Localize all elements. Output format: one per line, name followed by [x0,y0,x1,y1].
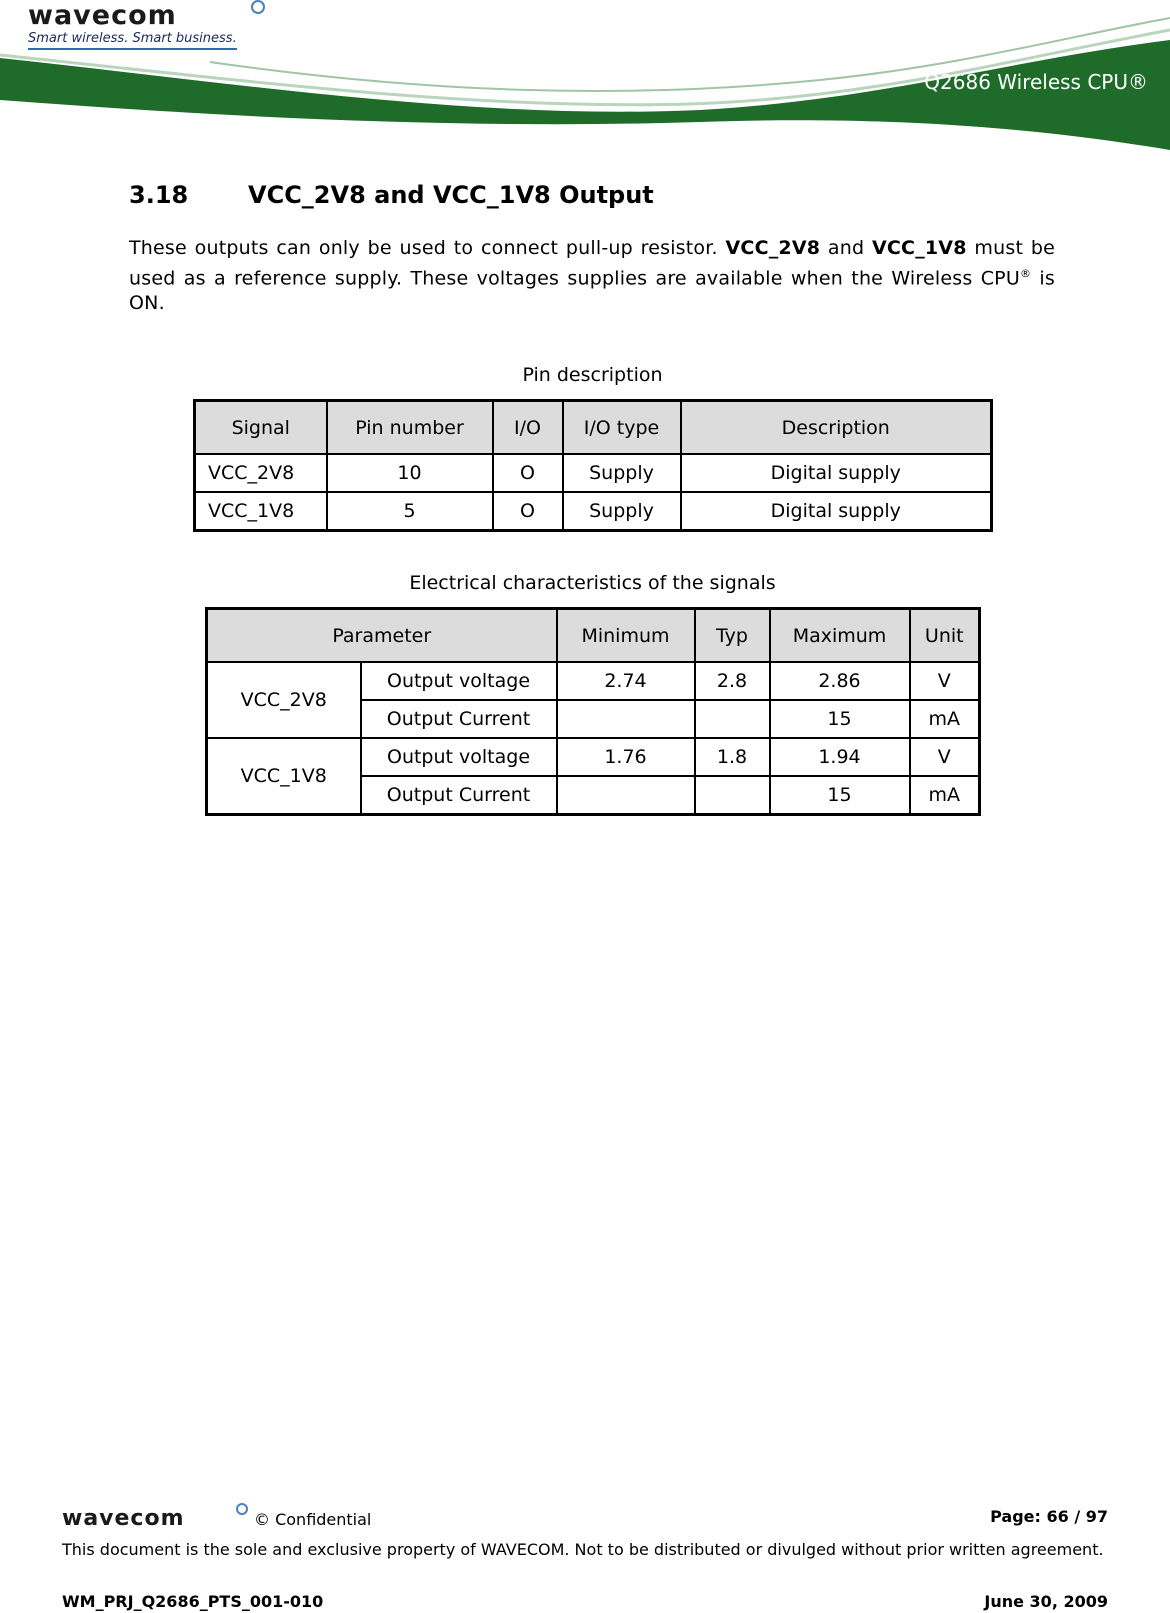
table-row [207,662,980,700]
table-cell: VCC_1V8 [195,492,327,531]
paragraph-text-4: is ON. [129,267,1055,315]
table-cell: Supply [563,454,681,492]
logo-tagline: Smart wireless. Smart business. [28,31,237,50]
body-paragraph [129,236,1055,316]
header-cell: Pin number [327,401,493,455]
product-title: Q2686 Wireless CPU® [924,70,1148,94]
paragraph-text-2: and [820,237,872,259]
footer-confidential: © Confidential [254,1510,372,1529]
footer-page-number: Page: 66 / 97 [990,1507,1108,1526]
elec-table-caption: Electrical characteristics of the signals [409,572,776,594]
signal-cell: VCC_1V8 [207,738,361,815]
table-cell: 2.8 [695,662,770,700]
table-cell: 10 [327,454,493,492]
table-cell [557,776,695,815]
table-header-row [195,401,992,455]
table-cell: Output Current [361,700,557,738]
header-cell: Description [681,401,992,455]
table-cell: mA [910,700,980,738]
table-row [195,454,992,492]
table-header-row [207,609,980,663]
footer-notice: This document is the sole and exclusive property of WAVECOM. Not to be distributed or divulged without prior written agreement. [62,1540,1104,1559]
table-cell: 1.94 [770,738,910,776]
table-cell: 5 [327,492,493,531]
table-cell: 15 [770,700,910,738]
paragraph-bold-vcc1v8: VCC_1V8 [872,237,967,259]
table-cell: 2.74 [557,662,695,700]
table-cell: Supply [563,492,681,531]
section-title: VCC_2V8 and VCC_1V8 Output [248,181,654,209]
table-cell: Output voltage [361,738,557,776]
header-cell: Parameter [207,609,557,663]
table-cell: O [493,492,563,531]
header-cell: I/O type [563,401,681,455]
header-cell: Unit [910,609,980,663]
table-cell: mA [910,776,980,815]
table-cell: Digital supply [681,492,992,531]
header-cell: Minimum [557,609,695,663]
pin-description-table [193,399,993,532]
table-cell: Digital supply [681,454,992,492]
header-cell: Maximum [770,609,910,663]
table-row [195,492,992,531]
table-cell: Output voltage [361,662,557,700]
footer-logo-wave-icon [236,1503,248,1515]
wavecom-logo [28,0,278,60]
footer-document-reference: WM_PRJ_Q2686_PTS_001-010 [62,1592,324,1611]
table-cell [695,700,770,738]
header-cell: I/O [493,401,563,455]
electrical-characteristics-table [205,607,981,816]
table-cell: V [910,662,980,700]
paragraph-bold-vcc2v8: VCC_2V8 [725,237,821,259]
registered-mark: ® [1019,267,1032,280]
paragraph-text-3: must be used as a reference supply. These voltages supplies are available when the Wireless CPU [129,237,1055,290]
signal-cell: VCC_2V8 [207,662,361,738]
section-heading [129,181,654,209]
footer-logo: wavecom [62,1506,185,1531]
table-cell: VCC_2V8 [195,454,327,492]
header-cell: Signal [195,401,327,455]
table-cell [695,776,770,815]
section-number: 3.18 [129,181,189,209]
footer-date: June 30, 2009 [984,1592,1108,1611]
table-cell: 1.76 [557,738,695,776]
paragraph-text-1: These outputs can only be used to connect pull-up resistor. [129,237,726,259]
table-cell [557,700,695,738]
table-cell: O [493,454,563,492]
table-cell: Output Current [361,776,557,815]
table-cell: 15 [770,776,910,815]
header-cell: Typ [695,609,770,663]
pin-table-caption: Pin description [522,364,663,386]
table-cell: 2.86 [770,662,910,700]
table-cell: V [910,738,980,776]
logo-wave-icon [251,0,265,14]
logo-wordmark: wavecom [28,0,177,31]
table-row [207,738,980,776]
table-cell: 1.8 [695,738,770,776]
